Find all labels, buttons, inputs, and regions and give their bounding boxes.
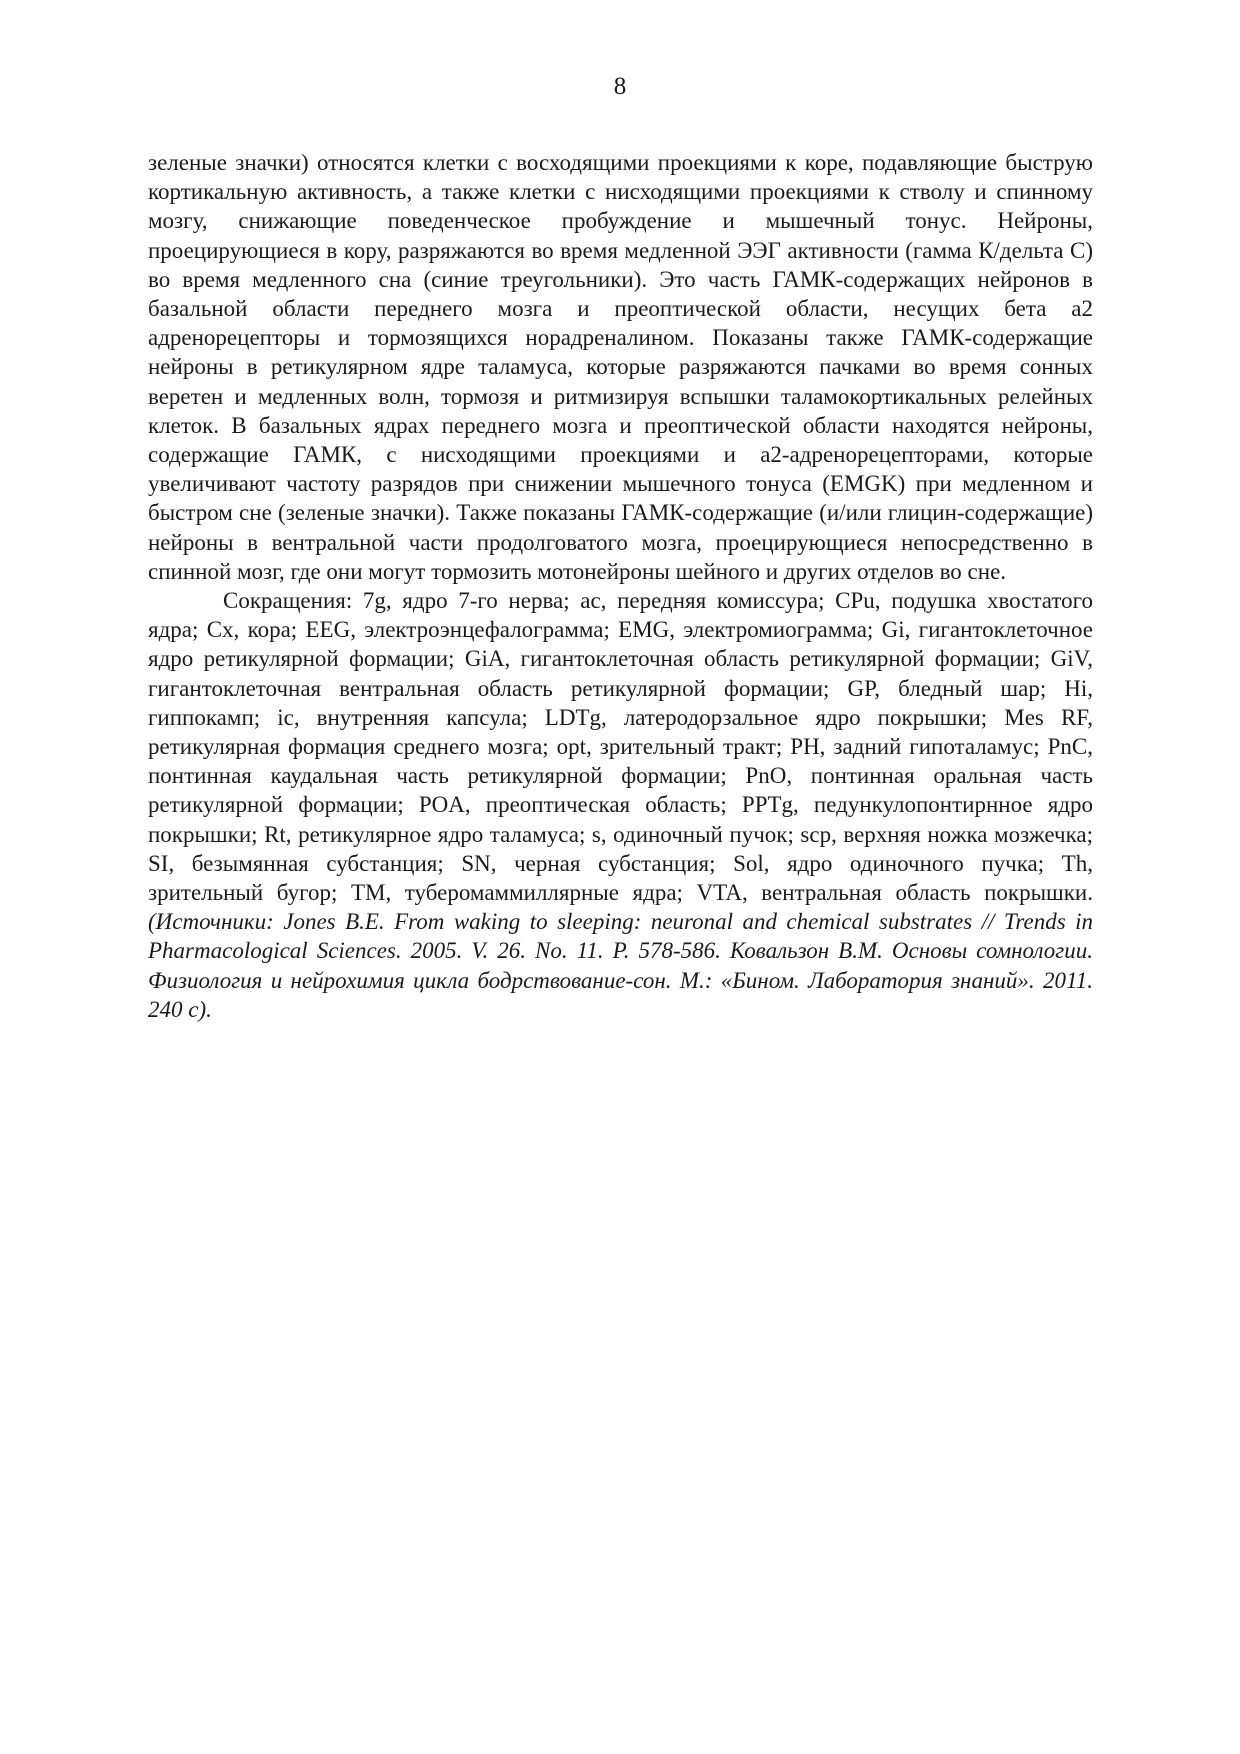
paragraph-abbreviations [148,586,1093,1024]
paragraph-figure-description: зеленые значки) относятся клетки с восходящими проекциями к коре, подавляющие быструю кортикальную активность, а также клетки с нисходящими проекциями к стволу и спинному мозгу, снижающие поведенческое пробуждение и мышечный тонус. Нейроны, проецирующиеся в кору, разряжаются во время медленной ЭЭГ активности (гамма К/дельта С) во время медленного сна (синие треугольники). Это часть ГАМК-содержащих нейронов в базальной области переднего мозга и преоптической области, несущих бета а2 адренорецепторы и тормозящихся норадреналином. Показаны также ГАМК-содержащие нейроны в ретикулярном ядре таламуса, которые разряжаются пачками во время сонных веретен и медленных волн, тормозя и ритмизируя вспышки таламокортикальных релейных клеток. В базальных ядрах переднего мозга и преоптической области находятся нейроны, содержащие ГАМК, с нисходящими проекциями и а2-адренорецепторами, которые увеличивают частоту разрядов при снижении мышечного тонуса (EMGK) при медленном и быстром сне (зеленые значки). Также показаны ГАМК-содержащие (и/или глицин-содержащие) нейроны в вентральной части продолговатого мозга, проецирующиеся непосредственно в спинной мозг, где они могут тормозить мотонейроны шейного и других отделов во сне. [148,150,1093,584]
abbreviations-text: Сокращения: 7g, ядро 7-го нерва; ac, передняя комиссура; CPu, подушка хвостатого ядра; Cx, кора; EEG, электроэнцефалограмма; EMG, электромиограмма; Gi, гигантоклеточное ядро ретикулярной формации; GiA, гигантоклеточная область ретикулярной формации; GiV, гигантоклеточная вентральная область ретикулярной формации; GP, бледный шар; Hi, гиппокамп; ic, внутренняя капсула; LDTg, латеродорзальное ядро покрышки; Mes RF, ретикулярная формация среднего мозга; opt, зрительный тракт; PH, задний гипоталамус; PnC, понтинная каудальная часть ретикулярной формации; PnO, понтинная оральная часть ретикулярной формации; POA, преоптическая область; PPTg, педункулопонтирнное ядро покрышки; Rt, ретикулярное ядро таламуса; s, одиночный пучок; scp, верхняя ножка мозжечка; SI, безымянная субстанция; SN, черная субстанция; Sol, ядро одиночного пучка; Th, зрительный бугор; TM, туберомаммиллярные ядра; VTA, вентральная область покрышки. [148,588,1093,906]
page-number: 8 [613,73,627,100]
body-text [148,148,1093,1024]
sources-citation: (Источники: Jones B.E. From waking to sleeping: neuronal and chemical substrates // Trends in Pharmacological Sciences. 2005. V. 26. No. 11. P. 578-586. Ковальзон В.М. Основы сомнологии. Физиология и нейрохимия цикла бодрствование-сон. М.: «Бином. Лаборатория знаний». 2011. 240 с). [148,909,1093,1022]
